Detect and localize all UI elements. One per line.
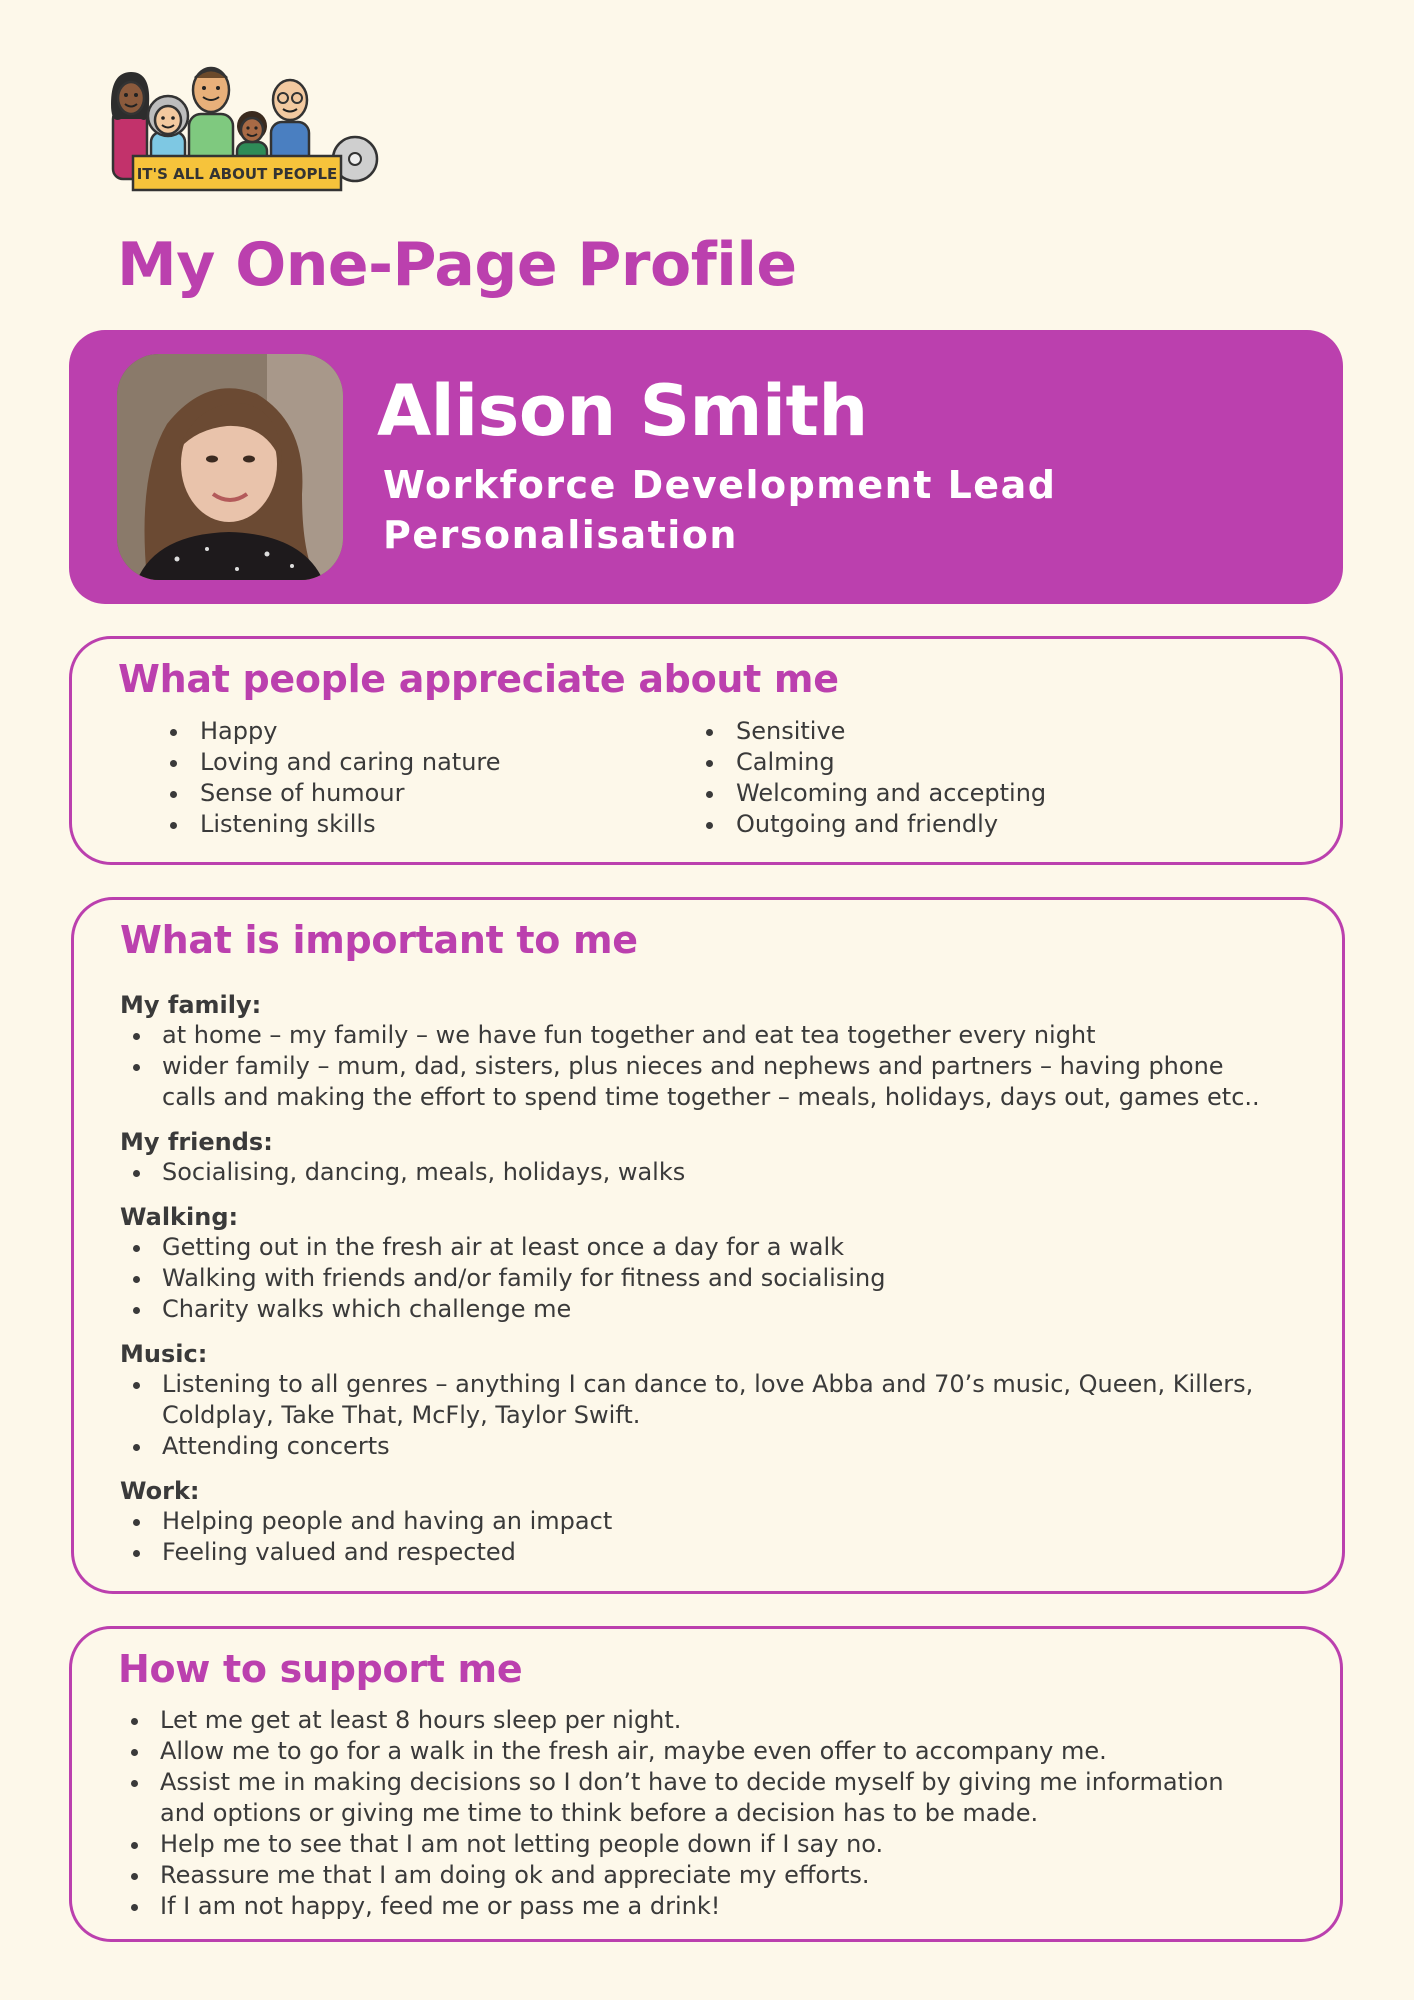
profile-banner (69, 330, 1343, 604)
list-item: at home – my family – we have fun together and eat tea together every night (120, 1020, 1270, 1051)
list-item: Outgoing and friendly (680, 809, 1200, 840)
list-item: Assist me in making decisions so I don’t have to decide myself by giving me information and options or giving me time to think before a decision has to be made. (118, 1767, 1268, 1829)
appreciate-list-right (680, 716, 1200, 840)
support-title: How to support me (118, 1647, 523, 1691)
appreciate-section (69, 636, 1343, 865)
portrait-photo-icon (117, 354, 343, 580)
list-item: Socialising, dancing, meals, holidays, walks (120, 1157, 1270, 1188)
list-item: Getting out in the fresh air at least once a day for a walk (120, 1232, 1270, 1263)
group-family (120, 990, 1270, 1113)
group-heading: Walking: (120, 1203, 239, 1231)
logo (103, 64, 383, 199)
list-item: Listening skills (144, 809, 664, 840)
svg-text:IT'S ALL ABOUT PEOPLE: IT'S ALL ABOUT PEOPLE (136, 165, 338, 183)
list-item: Let me get at least 8 hours sleep per night. (118, 1705, 1268, 1736)
role-title: Workforce Development Lead (383, 463, 1057, 507)
people-illustration-icon (103, 64, 383, 199)
group-walking (120, 1202, 1270, 1325)
page-title: My One-Page Profile (117, 230, 797, 300)
group-heading: My family: (120, 991, 262, 1019)
group-heading: Music: (120, 1340, 208, 1368)
group-friends (120, 1127, 1270, 1188)
support-section (69, 1626, 1343, 1942)
list-item: Reassure me that I am doing ok and appreciate my efforts. (118, 1860, 1268, 1891)
list-item: Walking with friends and/or family for fitness and socialising (120, 1263, 1270, 1294)
list-item: wider family – mum, dad, sisters, plus nieces and nephews and partners – having phone calls and making the effort to spend time together – meals, holidays, days out, games etc.. (120, 1051, 1270, 1113)
support-list (118, 1705, 1268, 1922)
list-item: Sensitive (680, 716, 1200, 747)
important-title: What is important to me (120, 918, 638, 962)
group-music (120, 1339, 1270, 1462)
list-item: If I am not happy, feed me or pass me a drink! (118, 1891, 1268, 1922)
group-heading: Work: (120, 1477, 200, 1505)
role-area: Personalisation (383, 513, 738, 557)
list-item: Feeling valued and respected (120, 1537, 1270, 1568)
list-item: Attending concerts (120, 1431, 1270, 1462)
group-heading: My friends: (120, 1128, 273, 1156)
profile-name: Alison Smith (377, 370, 868, 452)
list-item: Sense of humour (144, 778, 664, 809)
profile-photo (117, 354, 343, 580)
list-item: Charity walks which challenge me (120, 1294, 1270, 1325)
list-item: Welcoming and accepting (680, 778, 1200, 809)
profile-role (383, 460, 1056, 560)
important-body (120, 990, 1270, 1582)
list-item: Allow me to go for a walk in the fresh air, maybe even offer to accompany me. (118, 1736, 1268, 1767)
list-item: Help me to see that I am not letting people down if I say no. (118, 1829, 1268, 1860)
list-item: Happy (144, 716, 664, 747)
important-section (71, 897, 1345, 1594)
list-item: Loving and caring nature (144, 747, 664, 778)
group-work (120, 1476, 1270, 1568)
list-item: Calming (680, 747, 1200, 778)
list-item: Helping people and having an impact (120, 1506, 1270, 1537)
appreciate-title: What people appreciate about me (118, 657, 839, 701)
list-item: Listening to all genres – anything I can dance to, love Abba and 70’s music, Queen, Killers, Coldplay, Take That, McFly, Taylor Swift. (120, 1369, 1270, 1431)
appreciate-list-left (144, 716, 664, 840)
